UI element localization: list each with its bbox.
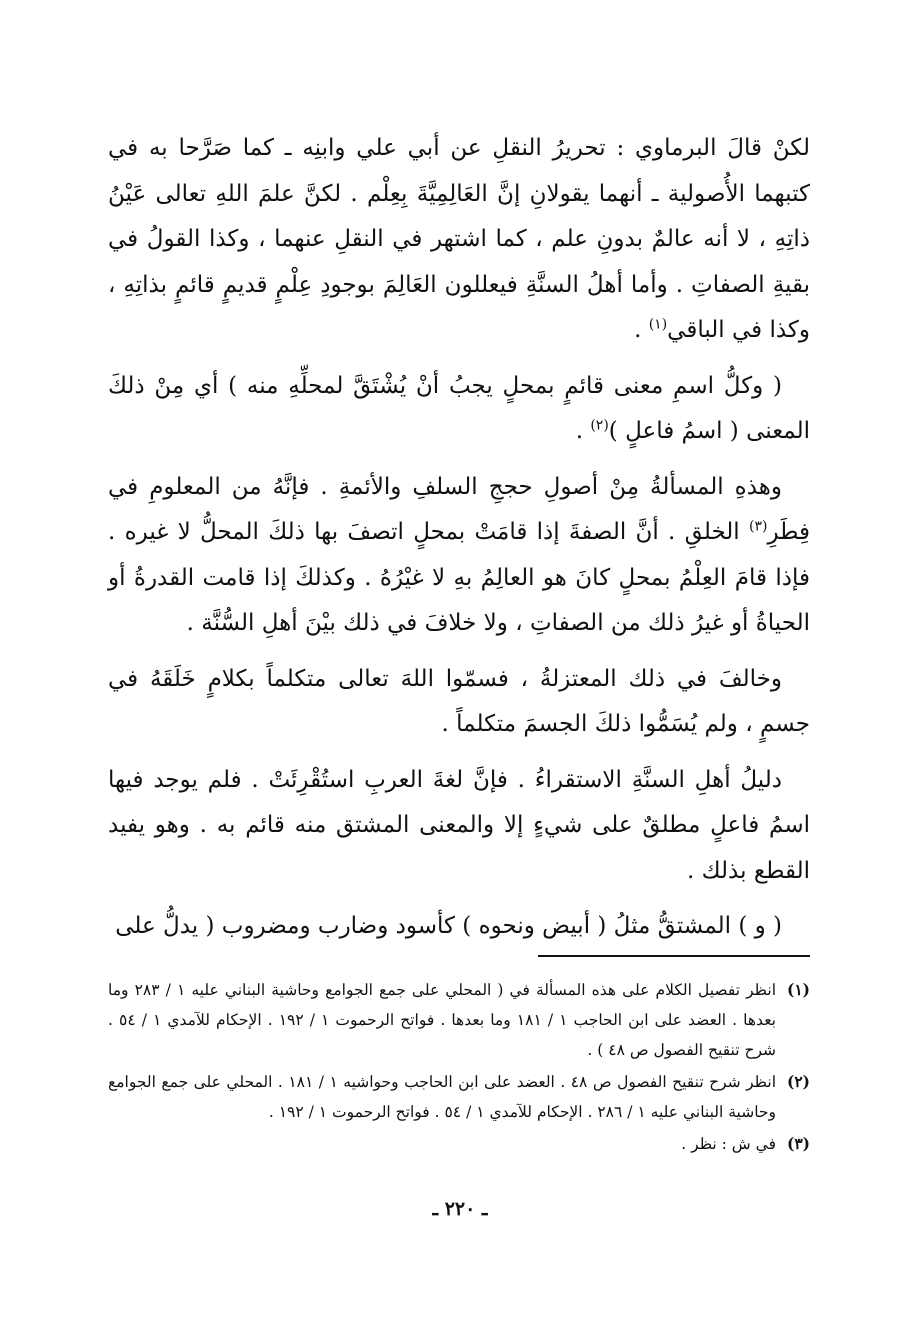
footnote-number: (١) <box>786 980 810 999</box>
paragraph-tail: . <box>634 317 649 343</box>
footnote-text: انظر شرح تنقيح الفصول ص ٤٨ . العضد على ابن الحاجب وحواشيه ١ / ١٨١ . المحلي على جمع الجوامع وحاشية البناني عليه ١ / ٢٨٦ . الإحكام للآمدي ١ / ٥٤ . فواتح الرحموت ١ / ١٩٢ . <box>108 1073 777 1121</box>
footnote-text: انظر تفصيل الكلام على هذه المسألة في ( المحلي على جمع الجوامع وحاشية البناني عليه ١ / ٢٨٣ وما بعدها . العضد على ابن الحاجب ١ / ١٨١ وما بعدها . فواتح الرحموت ١ / ١٩٢ . الإحكام للآمدي ١ / ٥٤ . شرح تنقيح الفصول ص ٤٨ ) . <box>108 981 776 1059</box>
footnote <box>108 1067 810 1127</box>
footnotes <box>108 975 810 1161</box>
footnote <box>108 1129 810 1159</box>
page-number: ـ ٢٢٠ ـ <box>432 1198 488 1220</box>
paragraph <box>108 657 810 748</box>
main-text <box>108 126 810 950</box>
paragraph <box>108 904 810 950</box>
footnote-ref: (١) <box>648 316 668 333</box>
paragraph-tail: الخلقِ . أنَّ الصفةَ إذا قامَتْ بمحلٍ اتصفَ بها ذلكَ المحلُّ لا غيره . فإذا قامَ العِلْمُ بمحلٍ كانَ هو العالِمُ بهِ لا غيْرُهُ . وكذلكَ إذا قامت القدرةُ أو الحياةُ أو غيرُ ذلك من الصفاتِ ، ولا خلافَ في ذلك بيْنَ أهلِ السُّنَّة . <box>108 519 810 636</box>
paragraph-text: وهذهِ المسألةُ مِنْ أصولِ حججِ السلفِ والأئمةِ . فإنَّهُ من المعلومِ في فِطَرِ <box>108 473 810 545</box>
paragraph-text: ( و ) المشتقُّ مثلُ ( أبيض ونحوه ) كأسود وضارب ومضروب ( يدلُّ على <box>115 913 782 939</box>
paragraph-text: لكنْ قالَ البرماوي : تحريرُ النقلِ عن أبي علي وابنِه ـ كما صَرَّحا به في كتبهما الأُصولية ـ أنهما يقولانِ إنَّ العَالِمِيَّةَ بِعِلْم . لكنَّ علمَ اللهِ تعالى عَيْنُ ذاتِهِ ، لا أنه عالمٌ بدونِ علم ، كما اشتهر في النقلِ عنهما ، وكذا القولُ في بقيةِ الصفاتِ . وأما أهلُ السنَّةِ فيعللون العَالِمَ بوجودِ عِلْمٍ قديمٍ قائمٍ بذاتِهِ ، وكذا في الباقي <box>108 135 810 343</box>
paragraph-tail: . <box>575 418 591 444</box>
footnote-text: في ش : نظر . <box>681 1135 776 1153</box>
paragraph <box>108 364 810 455</box>
paragraph-text: ( وكلُّ اسمِ معنى قائمٍ بمحلٍ يجبُ أنْ يُشْتَقَّ لمحلِّهِ منه ) أي مِنْ ذلكَ المعنى ( اسمُ فاعلٍ ) <box>108 372 810 444</box>
footnote <box>108 975 810 1065</box>
footnote-number: (٣) <box>786 1134 810 1153</box>
footnote-number: (٢) <box>786 1072 810 1091</box>
paragraph-text: دليلُ أهلِ السنَّةِ الاستقراءُ . فإنَّ لغةَ العربِ استُقْرِئَتْ . فلم يوجد فيها اسمُ فاعلٍ مطلقٌ على شيءٍ إلا والمعنى المشتق منه قائم به . وهو يفيد القطع بذلك . <box>108 766 810 884</box>
footnote-separator <box>538 955 810 957</box>
footnote-ref: (٢) <box>590 417 609 434</box>
paragraph-text: وخالفَ في ذلك المعتزلةُ ، فسمّوا اللهَ تعالى متكلماً بكلامٍ خَلَقَهُ في جسمٍ ، ولم يُسَمُّوا ذلكَ الجسمَ متكلماً . <box>108 665 810 737</box>
paragraph <box>108 465 810 647</box>
footnote-ref: (٣) <box>748 518 768 535</box>
paragraph <box>108 126 810 354</box>
paragraph <box>108 758 810 895</box>
